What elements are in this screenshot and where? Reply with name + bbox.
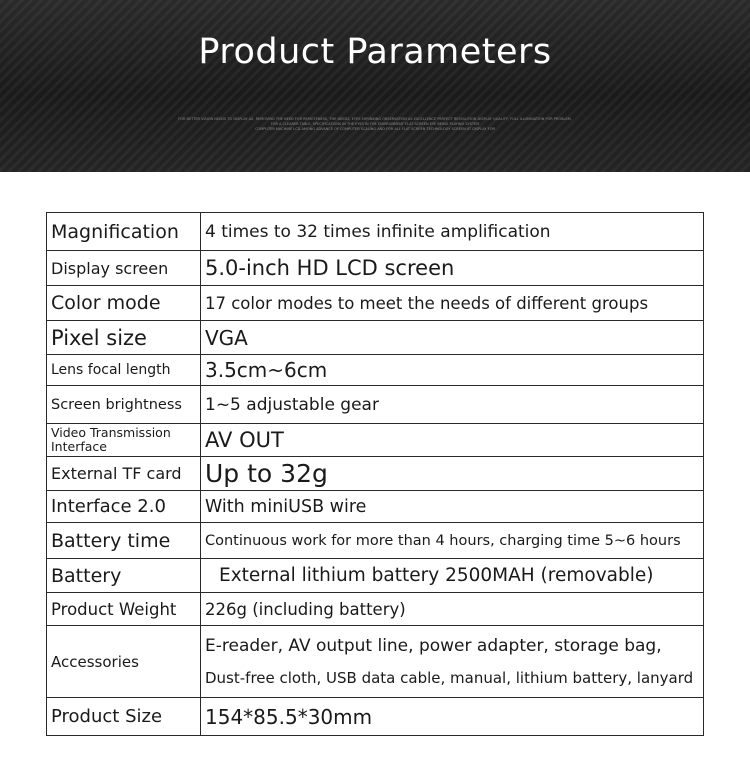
fineprint-line: FOR A CLEARER TABLE, SPECIFICATIONS IN THE EYES IN THE ENVIRONMENT FLAT SCREEN EYE BEING PLAYING SYSTEM xyxy=(270,122,480,126)
spec-table xyxy=(46,212,704,736)
spec-label: Battery xyxy=(47,559,201,593)
spec-label: Product Weight xyxy=(47,593,201,626)
spec-value: 5.0-inch HD LCD screen xyxy=(201,251,704,286)
spec-value: 154*85.5*30mm xyxy=(201,698,704,736)
spec-label: Color mode xyxy=(47,286,201,321)
spec-row-battery xyxy=(47,559,704,593)
spec-value: Dust-free cloth, USB data cable, manual, lithium battery, lanyard xyxy=(205,668,694,687)
spec-value: E-reader, AV output line, power adapter, storage bag, xyxy=(205,635,662,656)
spec-value: 4 times to 32 times infinite amplification xyxy=(201,213,704,251)
spec-label: Product Size xyxy=(47,698,201,736)
spec-value: AV OUT xyxy=(201,424,704,457)
spec-label: External TF card xyxy=(47,457,201,491)
spec-value: External lithium battery 2500MAH (removable) xyxy=(201,559,704,593)
spec-row-product-size xyxy=(47,698,704,736)
spec-value-group xyxy=(201,626,704,698)
spec-row-pixel-size xyxy=(47,321,704,355)
fineprint-line: COMPUTER MACHINE LCD AMONG ADVANCE OF COMPUTER SCALING AND FOR ALL FLAT SCREEN TECHNOLOGY SCREEN AT DISPLAY FOR xyxy=(255,127,495,131)
spec-row-external-tf-card xyxy=(47,457,704,491)
spec-value: 3.5cm~6cm xyxy=(201,355,704,386)
spec-row-display-screen xyxy=(47,251,704,286)
spec-value: 17 color modes to meet the needs of different groups xyxy=(201,286,704,321)
spec-row-video-transmission-interface xyxy=(47,424,704,457)
spec-row-battery-time xyxy=(47,523,704,559)
fineprint-line: FOR BETTER VISION NEEDS TO DISPLAY AS, REMOVING THE NEED FOR REMOTENESS, THE NEEDS, EYES SHRINKING OBSERVATION AS EXCELLENCE PERFECT RESOLUTION DISPLAY QUALITY, FULL ILLUMINATION FOR PROBLEM, xyxy=(178,117,572,121)
header-banner xyxy=(0,0,750,172)
spec-label: Accessories xyxy=(47,626,201,698)
spec-label: Video Transmission Interface xyxy=(47,424,201,457)
spec-value: 1~5 adjustable gear xyxy=(201,386,704,424)
spec-row-screen-brightness xyxy=(47,386,704,424)
spec-row-lens-focal-length xyxy=(47,355,704,386)
spec-label: Display screen xyxy=(47,251,201,286)
banner-fineprint xyxy=(150,117,600,132)
spec-row-color-mode xyxy=(47,286,704,321)
spec-value: Continuous work for more than 4 hours, charging time 5~6 hours xyxy=(201,523,704,559)
spec-label: Pixel size xyxy=(47,321,201,355)
spec-label: Magnification xyxy=(47,213,201,251)
spec-row-interface xyxy=(47,491,704,523)
spec-value: VGA xyxy=(201,321,704,355)
spec-row-product-weight xyxy=(47,593,704,626)
spec-row-magnification xyxy=(47,213,704,251)
spec-value: 226g (including battery) xyxy=(201,593,704,626)
spec-value: With miniUSB wire xyxy=(201,491,704,523)
spec-row-accessories xyxy=(47,626,704,698)
spec-value: Up to 32g xyxy=(201,457,704,491)
spec-label: Interface 2.0 xyxy=(47,491,201,523)
spec-label: Lens focal length xyxy=(47,355,201,386)
spec-label: Battery time xyxy=(47,523,201,559)
page-title: Product Parameters xyxy=(198,32,552,72)
spec-label: Screen brightness xyxy=(47,386,201,424)
